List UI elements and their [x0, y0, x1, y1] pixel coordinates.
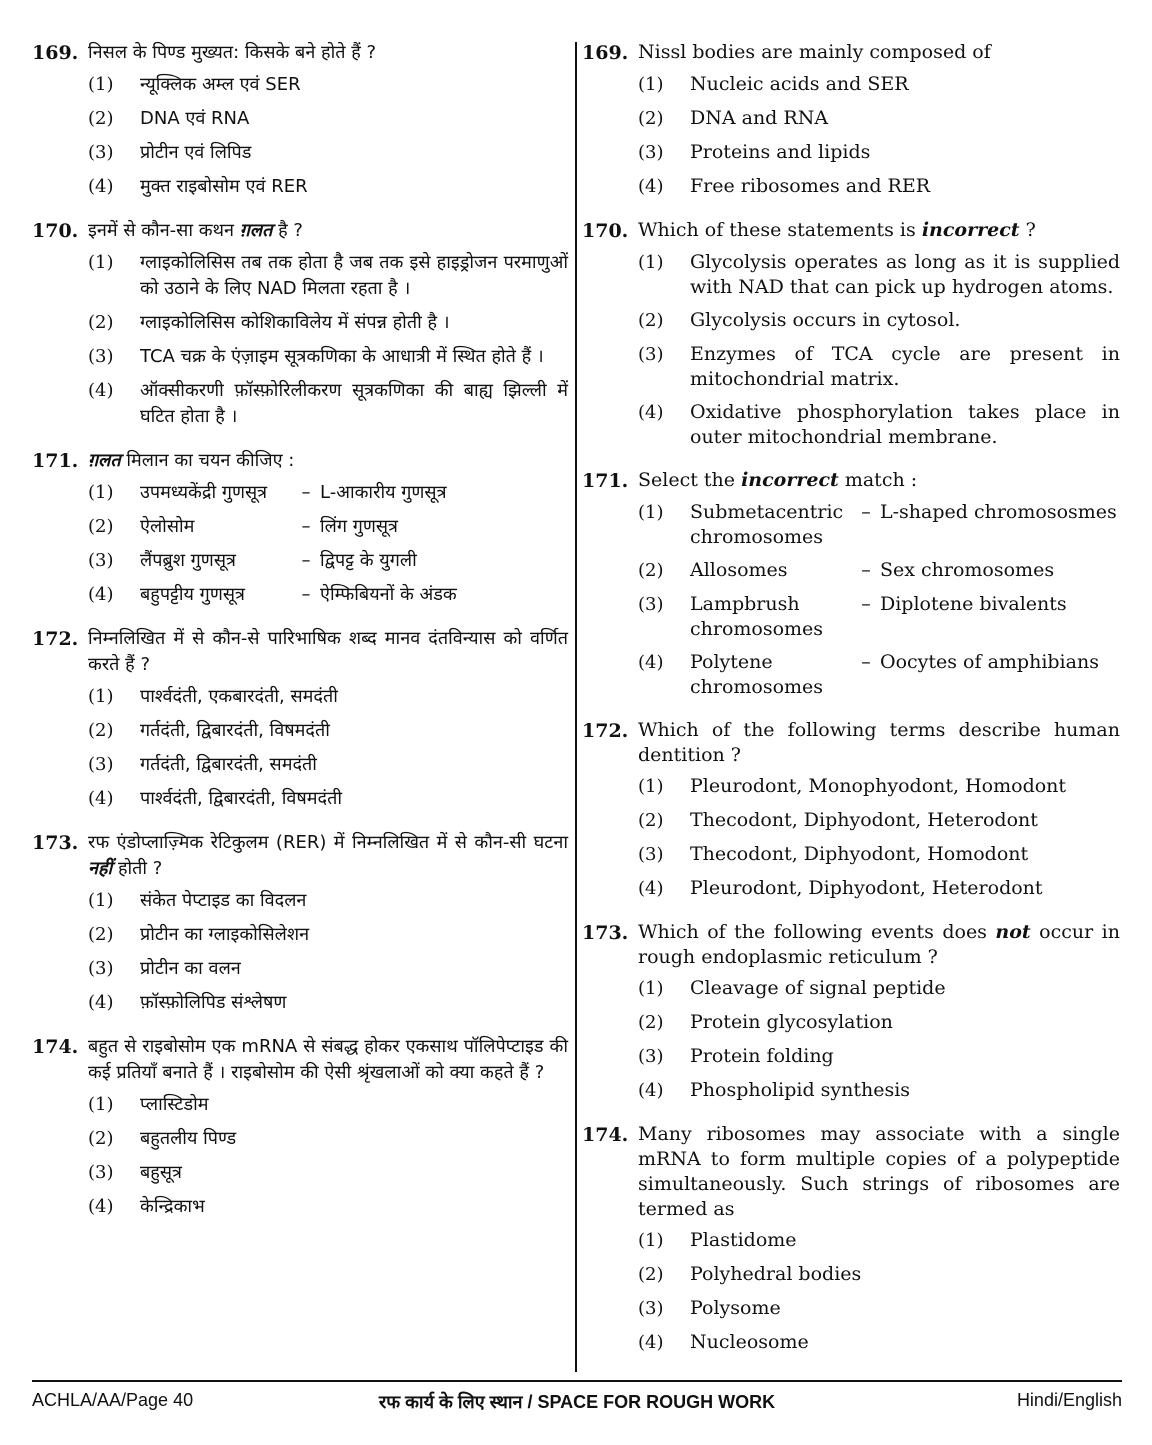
option-number: (2)	[638, 1012, 664, 1033]
option-number: (3)	[88, 142, 114, 163]
match-right: लिंग गुणसूत्र	[320, 516, 398, 537]
question-text: निसल के पिण्ड मुख्यत: किसके बने होते हैं ?	[88, 42, 377, 63]
option-item	[638, 250, 1120, 300]
option-text: प्रोटीन का वलन	[140, 958, 241, 979]
question-block	[32, 448, 568, 608]
match-right: Oocytes of amphibians	[880, 651, 1099, 673]
option-text: बहुतलीय पिण्ड	[140, 1128, 237, 1149]
hindi-column	[32, 40, 568, 1238]
option-text: Pleurodont, Diphyodont, Heterodont	[690, 877, 1043, 899]
option-number: (3)	[88, 550, 114, 571]
option-item	[638, 500, 1120, 550]
option-text: Glycolysis operates as long as it is supplied with NAD that can pick up hydrogen atoms.	[690, 251, 1120, 298]
footer-rule	[32, 1380, 1122, 1382]
option-number: (4)	[638, 1332, 664, 1353]
match-left: Lampbrush chromosomes	[690, 593, 824, 640]
option-text: Thecodont, Diphyodont, Heterodont	[690, 809, 1038, 831]
option-item	[88, 344, 568, 370]
question-header	[582, 218, 1120, 244]
option-text: पार्श्वदंती, एकबारदंती, समदंती	[140, 686, 338, 707]
question-text-pre: रफ एंडोप्लाज़्मिक रेटिकुलम (RER) में निम्नलिखित में से कौन-सी घटना	[88, 832, 568, 853]
option-number: (1)	[638, 978, 664, 999]
option-number: (2)	[638, 560, 664, 581]
match-dash: –	[861, 559, 871, 581]
option-item	[638, 1078, 1120, 1104]
match-left: बहुपट्टीय गुणसूत्र	[140, 584, 245, 605]
match-dash: –	[301, 550, 311, 571]
options-list	[638, 976, 1120, 1104]
option-number: (3)	[638, 844, 664, 865]
option-text: मुक्त राइबोसोम एवं RER	[140, 176, 308, 197]
option-number: (1)	[88, 890, 114, 911]
option-item	[638, 842, 1120, 868]
option-item	[638, 1262, 1120, 1288]
question-header	[32, 830, 568, 882]
option-number: (1)	[638, 74, 664, 95]
option-text: Thecodont, Diphyodont, Homodont	[690, 843, 1029, 865]
option-text: गर्तदंती, द्विबारदंती, समदंती	[140, 754, 317, 775]
option-item	[88, 922, 568, 948]
option-number: (2)	[88, 108, 114, 129]
question-block	[582, 1122, 1120, 1356]
question-header	[582, 718, 1120, 768]
option-item	[88, 684, 568, 710]
match-left: ऐलोसोम	[140, 516, 195, 537]
option-item	[638, 558, 1120, 584]
option-number: (1)	[88, 1094, 114, 1115]
question-header	[582, 40, 1120, 66]
question-number: 171.	[32, 450, 79, 472]
option-number: (2)	[638, 108, 664, 129]
question-number: 171.	[582, 470, 629, 492]
question-header	[32, 218, 568, 244]
match-dash: –	[861, 593, 871, 615]
option-text: Free ribosomes and RER	[690, 175, 931, 197]
question-text-pre: Select the	[638, 469, 742, 491]
option-text: न्यूक्लिक अम्ल एवं SER	[140, 74, 301, 95]
option-text: TCA चक्र के एंज़ाइम सूत्रकणिका के आधात्री में स्थित होते हैं ।	[140, 346, 544, 367]
option-number: (3)	[638, 142, 664, 163]
option-number: (4)	[88, 176, 114, 197]
match-left: Allosomes	[690, 559, 788, 581]
option-text: Glycolysis occurs in cytosol.	[690, 309, 961, 331]
match-right: L-shaped chromososmes	[880, 501, 1117, 523]
question-number: 172.	[582, 720, 629, 742]
option-number: (4)	[638, 1080, 664, 1101]
match-dash: –	[861, 501, 871, 523]
question-text-post: होती ?	[112, 858, 163, 879]
question-block	[32, 40, 568, 200]
question-block	[582, 718, 1120, 902]
match-right: ऐम्फिबियनों के अंडक	[320, 584, 457, 605]
question-header	[32, 626, 568, 678]
option-number: (4)	[88, 584, 114, 605]
option-text: पार्श्वदंती, द्विबारदंती, विषमदंती	[140, 788, 343, 809]
option-text: Proteins and lipids	[690, 141, 871, 163]
option-number: (4)	[88, 992, 114, 1013]
option-item	[638, 1330, 1120, 1356]
question-text-post: मिलान का चयन कीजिए :	[120, 450, 295, 471]
options-list	[638, 500, 1120, 700]
question-block	[32, 218, 568, 430]
english-column	[582, 40, 1120, 1374]
question-number: 170.	[32, 220, 79, 242]
question-number: 173.	[32, 832, 79, 854]
option-item	[638, 308, 1120, 334]
option-text: प्रोटीन का ग्लाइकोसिलेशन	[140, 924, 310, 945]
option-text: DNA and RNA	[690, 107, 829, 129]
question-header	[32, 1034, 568, 1086]
page-code: ACHLA/AA/Page 40	[32, 1390, 194, 1410]
option-item	[88, 514, 568, 540]
option-item	[638, 174, 1120, 200]
question-text: Nissl bodies are mainly composed of	[638, 41, 991, 63]
option-item	[88, 752, 568, 778]
option-item	[88, 786, 568, 812]
option-number: (2)	[88, 720, 114, 741]
option-item	[88, 250, 568, 302]
option-text: फ़ॉस्फ़ोलिपिड संश्लेषण	[140, 992, 287, 1013]
question-header	[582, 468, 1120, 494]
option-number: (1)	[638, 776, 664, 797]
options-list	[638, 250, 1120, 450]
option-number: (1)	[638, 1230, 664, 1251]
question-text-emphasis: not	[995, 921, 1031, 943]
question-text	[88, 448, 568, 474]
match-right: द्विपट्ट के युगली	[320, 550, 417, 571]
match-right: L-आकारीय गुणसूत्र	[320, 482, 447, 503]
option-text: संकेत पेप्टाइड का विदलन	[140, 890, 307, 911]
option-item	[638, 774, 1120, 800]
question-header	[32, 40, 568, 66]
options-list	[88, 684, 568, 812]
question-header	[32, 448, 568, 474]
match-dash: –	[301, 482, 311, 503]
option-text: Protein folding	[690, 1045, 834, 1067]
option-item	[88, 106, 568, 132]
question-text-post: occur in rough endoplasmic reticulum ?	[638, 921, 1120, 968]
option-number: (2)	[638, 1264, 664, 1285]
option-item	[638, 1044, 1120, 1070]
option-item	[88, 140, 568, 166]
option-number: (2)	[88, 1128, 114, 1149]
option-text: Pleurodont, Monophyodont, Homodont	[690, 775, 1067, 797]
option-text	[690, 558, 1120, 583]
option-item	[638, 342, 1120, 392]
option-item	[88, 480, 568, 506]
option-text: Polyhedral bodies	[690, 1263, 862, 1285]
question-block	[32, 626, 568, 812]
question-text-emphasis: incorrect	[741, 469, 839, 491]
option-number: (1)	[88, 252, 114, 273]
option-number: (2)	[88, 312, 114, 333]
question-text	[638, 468, 1120, 493]
option-text: Cleavage of signal peptide	[690, 977, 946, 999]
column-divider	[575, 42, 577, 1372]
option-text: ग्लाइकोलिसिस कोशिकाविलेय में संपन्न होती है ।	[140, 312, 450, 333]
question-text-post: match :	[838, 469, 918, 491]
question-block	[582, 40, 1120, 200]
option-item	[88, 1126, 568, 1152]
question-number: 170.	[582, 220, 629, 242]
option-item	[88, 378, 568, 430]
question-number: 174.	[32, 1036, 79, 1058]
option-text	[140, 514, 568, 540]
option-item	[88, 718, 568, 744]
rough-work-label: रफ कार्य के लिए स्थान / SPACE FOR ROUGH WORK	[378, 1392, 776, 1412]
question-text-pre: Which of these statements is	[638, 219, 922, 241]
option-number: (2)	[88, 924, 114, 945]
option-text: Plastidome	[690, 1229, 797, 1251]
option-item	[638, 1228, 1120, 1254]
question-text-pre: Which of the following events does	[638, 921, 996, 943]
options-list	[638, 1228, 1120, 1356]
option-number: (3)	[638, 594, 664, 615]
option-text	[690, 592, 1120, 642]
option-text: प्लास्टिडोम	[140, 1094, 209, 1115]
match-dash: –	[861, 651, 871, 673]
option-item	[638, 650, 1120, 700]
question-text-emphasis: ग़लत	[239, 220, 273, 241]
option-item	[88, 888, 568, 914]
option-number: (3)	[638, 1046, 664, 1067]
option-number: (1)	[88, 686, 114, 707]
option-text	[690, 650, 1120, 700]
question-text	[638, 218, 1120, 243]
option-text	[690, 500, 1120, 550]
option-number: (3)	[88, 754, 114, 775]
question-text	[88, 218, 568, 244]
match-dash: –	[301, 584, 311, 605]
option-number: (4)	[638, 402, 664, 423]
option-number: (3)	[88, 346, 114, 367]
question-text-emphasis: ग़लत	[88, 450, 121, 471]
option-text	[140, 582, 568, 608]
option-number: (1)	[638, 502, 664, 523]
option-item	[638, 876, 1120, 902]
match-right: Diplotene bivalents	[880, 593, 1067, 615]
option-text	[140, 548, 568, 574]
option-item	[638, 72, 1120, 98]
question-text-post: है ?	[272, 220, 303, 241]
question-text-emphasis: नहीं	[88, 858, 113, 879]
question-text-post: ?	[1019, 219, 1036, 241]
question-text-pre: इनमें से कौन-सा कथन	[88, 220, 240, 241]
option-item	[88, 1160, 568, 1186]
match-left: लैंपब्रुश गुणसूत्र	[140, 550, 236, 571]
question-text-emphasis: incorrect	[921, 219, 1020, 241]
match-dash: –	[301, 516, 311, 537]
option-item	[638, 808, 1120, 834]
question-block	[582, 920, 1120, 1104]
option-item	[638, 1010, 1120, 1036]
match-left: Polytene chromosomes	[690, 651, 824, 698]
question-header	[582, 1122, 1120, 1222]
option-item	[638, 1296, 1120, 1322]
option-item	[638, 106, 1120, 132]
options-list	[88, 250, 568, 430]
page-footer	[32, 1388, 1122, 1416]
option-text: गर्तदंती, द्विबारदंती, विषमदंती	[140, 720, 330, 741]
question-text: Which of the following terms describe human dentition ?	[638, 719, 1120, 766]
options-list	[88, 480, 568, 608]
match-left: उपमध्यकेंद्री गुणसूत्र	[140, 482, 268, 503]
option-item	[88, 548, 568, 574]
option-item	[638, 140, 1120, 166]
option-number: (3)	[88, 1162, 114, 1183]
option-number: (3)	[638, 344, 664, 365]
options-list	[638, 72, 1120, 200]
option-item	[638, 976, 1120, 1002]
option-text: ऑक्सीकरणी फ़ॉस्फ़ोरिलीकरण सूत्रकणिका की बाह्य झिल्ली में घटित होता है ।	[140, 380, 568, 427]
match-right: Sex chromosomes	[880, 559, 1055, 581]
question-text: Many ribosomes may associate with a single mRNA to form multiple copies of a polypeptide simultaneously. Such strings of ribosomes are termed as	[638, 1123, 1120, 1220]
option-text: Protein glycosylation	[690, 1011, 893, 1033]
question-number: 169.	[582, 42, 629, 64]
question-text	[88, 830, 568, 882]
question-text	[638, 920, 1120, 970]
question-block	[582, 468, 1120, 700]
options-list	[88, 888, 568, 1016]
option-text: Phospholipid synthesis	[690, 1079, 911, 1101]
option-number: (4)	[88, 788, 114, 809]
language-label: Hindi/English	[1016, 1390, 1122, 1410]
options-list	[638, 774, 1120, 902]
option-number: (2)	[638, 310, 664, 331]
options-list	[88, 1092, 568, 1220]
option-item	[638, 400, 1120, 450]
option-text: DNA एवं RNA	[140, 108, 250, 129]
question-header	[582, 920, 1120, 970]
option-item	[88, 990, 568, 1016]
option-text: प्रोटीन एवं लिपिड	[140, 142, 252, 163]
option-item	[88, 310, 568, 336]
option-text	[140, 480, 568, 506]
option-number: (1)	[88, 482, 114, 503]
option-number: (1)	[638, 252, 664, 273]
question-text: निम्नलिखित में से कौन-से पारिभाषिक शब्द मानव दंतविन्यास को वर्णित करते हैं ?	[88, 628, 568, 675]
option-item	[88, 582, 568, 608]
option-number: (4)	[88, 1196, 114, 1217]
question-number: 174.	[582, 1124, 629, 1146]
question-number: 173.	[582, 922, 629, 944]
option-number: (3)	[88, 958, 114, 979]
option-number: (2)	[88, 516, 114, 537]
option-item	[88, 1194, 568, 1220]
option-text: बहुसूत्र	[140, 1162, 182, 1183]
option-text: Nucleic acids and SER	[690, 73, 909, 95]
question-number: 169.	[32, 42, 79, 64]
option-item	[638, 592, 1120, 642]
option-number: (4)	[638, 176, 664, 197]
option-number: (4)	[638, 652, 664, 673]
option-text: Enzymes of TCA cycle are present in mitochondrial matrix.	[690, 343, 1120, 390]
question-block	[32, 830, 568, 1016]
option-item	[88, 174, 568, 200]
option-number: (1)	[88, 74, 114, 95]
question-block	[32, 1034, 568, 1220]
option-number: (2)	[638, 810, 664, 831]
match-left: Submetacentric chromosomes	[690, 501, 844, 548]
option-item	[88, 1092, 568, 1118]
question-block	[582, 218, 1120, 450]
question-text: बहुत से राइबोसोम एक mRNA से संबद्ध होकर एकसाथ पॉलिपेप्टाइड की कई प्रतियाँ बनाते हैं । राइबोसोम की ऐसी श्रृंखलाओं को क्या कहते हैं ?	[88, 1036, 568, 1083]
option-number: (4)	[88, 380, 114, 401]
options-list	[88, 72, 568, 200]
option-text: Polysome	[690, 1297, 781, 1319]
question-number: 172.	[32, 628, 79, 650]
option-text: ग्लाइकोलिसिस तब तक होता है जब तक इसे हाइड्रोजन परमाणुओं को उठाने के लिए NAD मिलता रहता है ।	[140, 252, 568, 299]
option-item	[88, 956, 568, 982]
option-text: केन्द्रिकाभ	[140, 1196, 205, 1217]
option-text: Nucleosome	[690, 1331, 809, 1353]
option-item	[88, 72, 568, 98]
option-number: (3)	[638, 1298, 664, 1319]
option-text: Oxidative phosphorylation takes place in outer mitochondrial membrane.	[690, 401, 1120, 448]
option-number: (4)	[638, 878, 664, 899]
